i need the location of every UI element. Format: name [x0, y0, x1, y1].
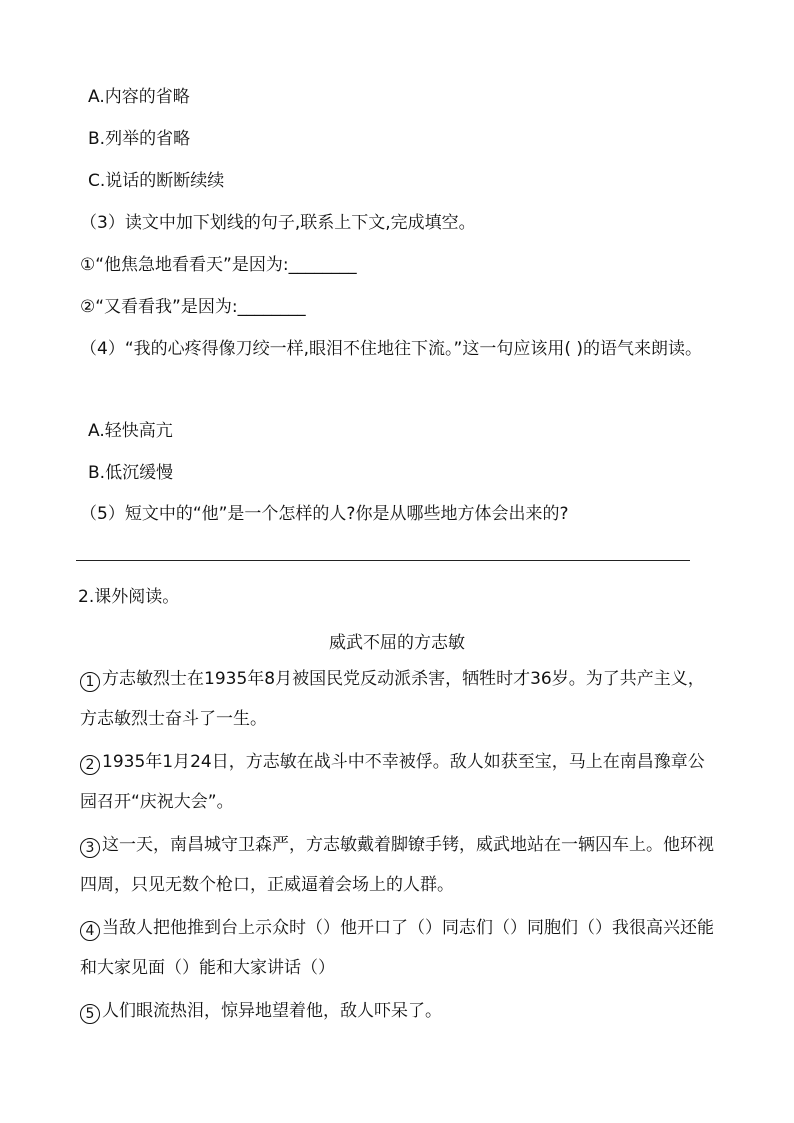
question-4: （4）“我的心疼得像刀绞一样,眼泪不住地往下流。”这一句应该用( )的语气来朗读。 [80, 339, 703, 359]
paragraph-number: 4 [80, 921, 100, 941]
section-2-heading: 2.课外阅读。 [78, 587, 180, 607]
paragraph-text: 这一天，南昌城守卫森严，方志敏戴着脚镣手铐，威武地站在一辆囚车上。他环视四周，只见无数个枪口，正威逼着会场上的人群。 [80, 835, 714, 895]
paragraph-1 [80, 659, 714, 739]
option-a1: A.内容的省略 [88, 87, 190, 107]
paragraph-text: 方志敏烈士在1935年8月被国民党反动派杀害，牺牲时才36岁。为了共产主义，方志敏烈士奋斗了一生。 [80, 669, 705, 729]
paragraph-text: 当敌人把他推到台上示众时（）他开口了（）同志们（）同胞们（）我很高兴还能和大家见面（）能和大家讲话（） [80, 918, 714, 978]
answer-line [76, 560, 690, 561]
paragraph-number: 2 [80, 755, 100, 775]
paragraph-2 [80, 742, 714, 822]
option-a2: A.轻快高亢 [88, 421, 173, 441]
option-b2: B.低沉缓慢 [88, 463, 174, 483]
option-b1: B.列举的省略 [88, 129, 191, 149]
question-3-2: ②“又看看我”是因为:________ [80, 297, 306, 317]
paragraph-4 [80, 908, 714, 988]
question-5: （5）短文中的“他”是一个怎样的人?你是从哪些地方体会出来的? [80, 504, 569, 524]
paragraph-5 [80, 991, 714, 1031]
paragraph-number: 5 [80, 1004, 100, 1024]
question-3: （3）读文中加下划线的句子,联系上下文,完成填空。 [80, 213, 476, 233]
paragraph-3 [80, 825, 714, 905]
paragraph-text: 人们眼流热泪，惊异地望着他，敌人吓呆了。 [102, 1001, 442, 1021]
paragraph-text: 1935年1月24日，方志敏在战斗中不幸被俘。敌人如获至宝，马上在南昌豫章公园召开“庆祝大会”。 [80, 752, 705, 812]
article-title: 威武不屈的方志敏 [329, 633, 465, 653]
question-3-1: ①“他焦急地看看天”是因为:________ [80, 255, 357, 275]
option-c1: C.说话的断断续续 [88, 171, 225, 191]
paragraph-number: 3 [80, 838, 100, 858]
paragraph-number: 1 [80, 672, 100, 692]
